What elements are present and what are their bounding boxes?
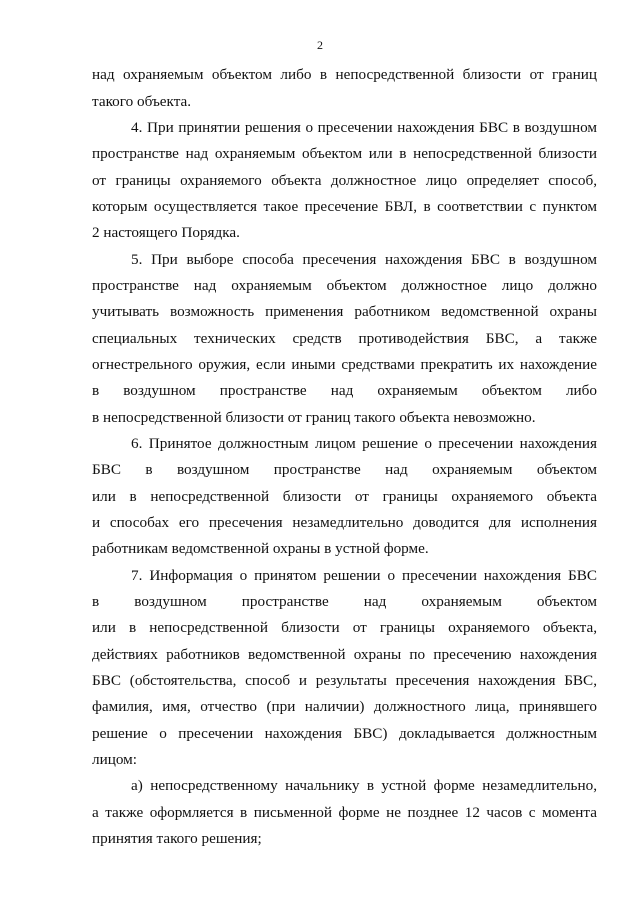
text-line: и способах его пресечения незамедлительно доводится для исполнения: [92, 514, 597, 531]
text-line: а также оформляется в письменной форме не позднее 12 часов с момента: [92, 804, 597, 821]
text-line: в воздушном пространстве над охраняемым объектом либо: [92, 382, 597, 399]
text-line: пространстве над охраняемым объектом должностное лицо должно: [92, 277, 597, 294]
text-line: или в непосредственной близости от границы охраняемого объекта,: [92, 619, 597, 636]
text-line: действиях работников ведомственной охраны по пресечению нахождения: [92, 646, 597, 663]
text-line: специальных технических средств противодействия БВС, а также: [92, 330, 597, 347]
text-line: лицом:: [92, 751, 137, 768]
text-line: фамилия, имя, отчество (при наличии) должностного лица, принявшего: [92, 698, 597, 715]
text-line: пространстве над охраняемым объектом или в непосредственной близости: [92, 145, 597, 162]
text-line: работникам ведомственной охраны в устной форме.: [92, 540, 429, 557]
text-line: которым осуществляется такое пресечение БВЛ, в соответствии с пунктом: [92, 198, 597, 215]
text-line: а) непосредственному начальнику в устной форме незамедлительно,: [131, 777, 597, 794]
text-line: принятия такого решения;: [92, 830, 262, 847]
text-line: 7. Информация о принятом решении о пресечении нахождения БВС: [131, 567, 597, 584]
text-line: 2 настоящего Порядка.: [92, 224, 240, 241]
text-line: в воздушном пространстве над охраняемым объектом: [92, 593, 597, 610]
text-line: 4. При принятии решения о пресечении нахождения БВС в воздушном: [131, 119, 597, 136]
text-line: от границы охраняемого объекта должностное лицо определяет способ,: [92, 172, 597, 189]
text-line: в непосредственной близости от границ такого объекта невозможно.: [92, 409, 536, 426]
text-line: огнестрельного оружия, если иными средствами прекратить их нахождение: [92, 356, 597, 373]
text-line: решение о пресечении нахождения БВС) докладывается должностным: [92, 725, 597, 742]
text-line: БВС (обстоятельства, способ и результаты пресечения нахождения БВС,: [92, 672, 597, 689]
page-number: 2: [317, 38, 323, 52]
text-line: 5. При выборе способа пресечения нахождения БВС в воздушном: [131, 251, 597, 268]
text-line: или в непосредственной близости от границы охраняемого объекта: [92, 488, 597, 505]
text-line: БВС в воздушном пространстве над охраняемым объектом: [92, 461, 597, 478]
text-line: над охраняемым объектом либо в непосредственной близости от границ: [92, 66, 597, 83]
text-line: такого объекта.: [92, 93, 192, 110]
text-line: 6. Принятое должностным лицом решение о пресечении нахождения: [131, 435, 597, 452]
text-line: учитывать возможность применения работником ведомственной охраны: [92, 303, 597, 320]
